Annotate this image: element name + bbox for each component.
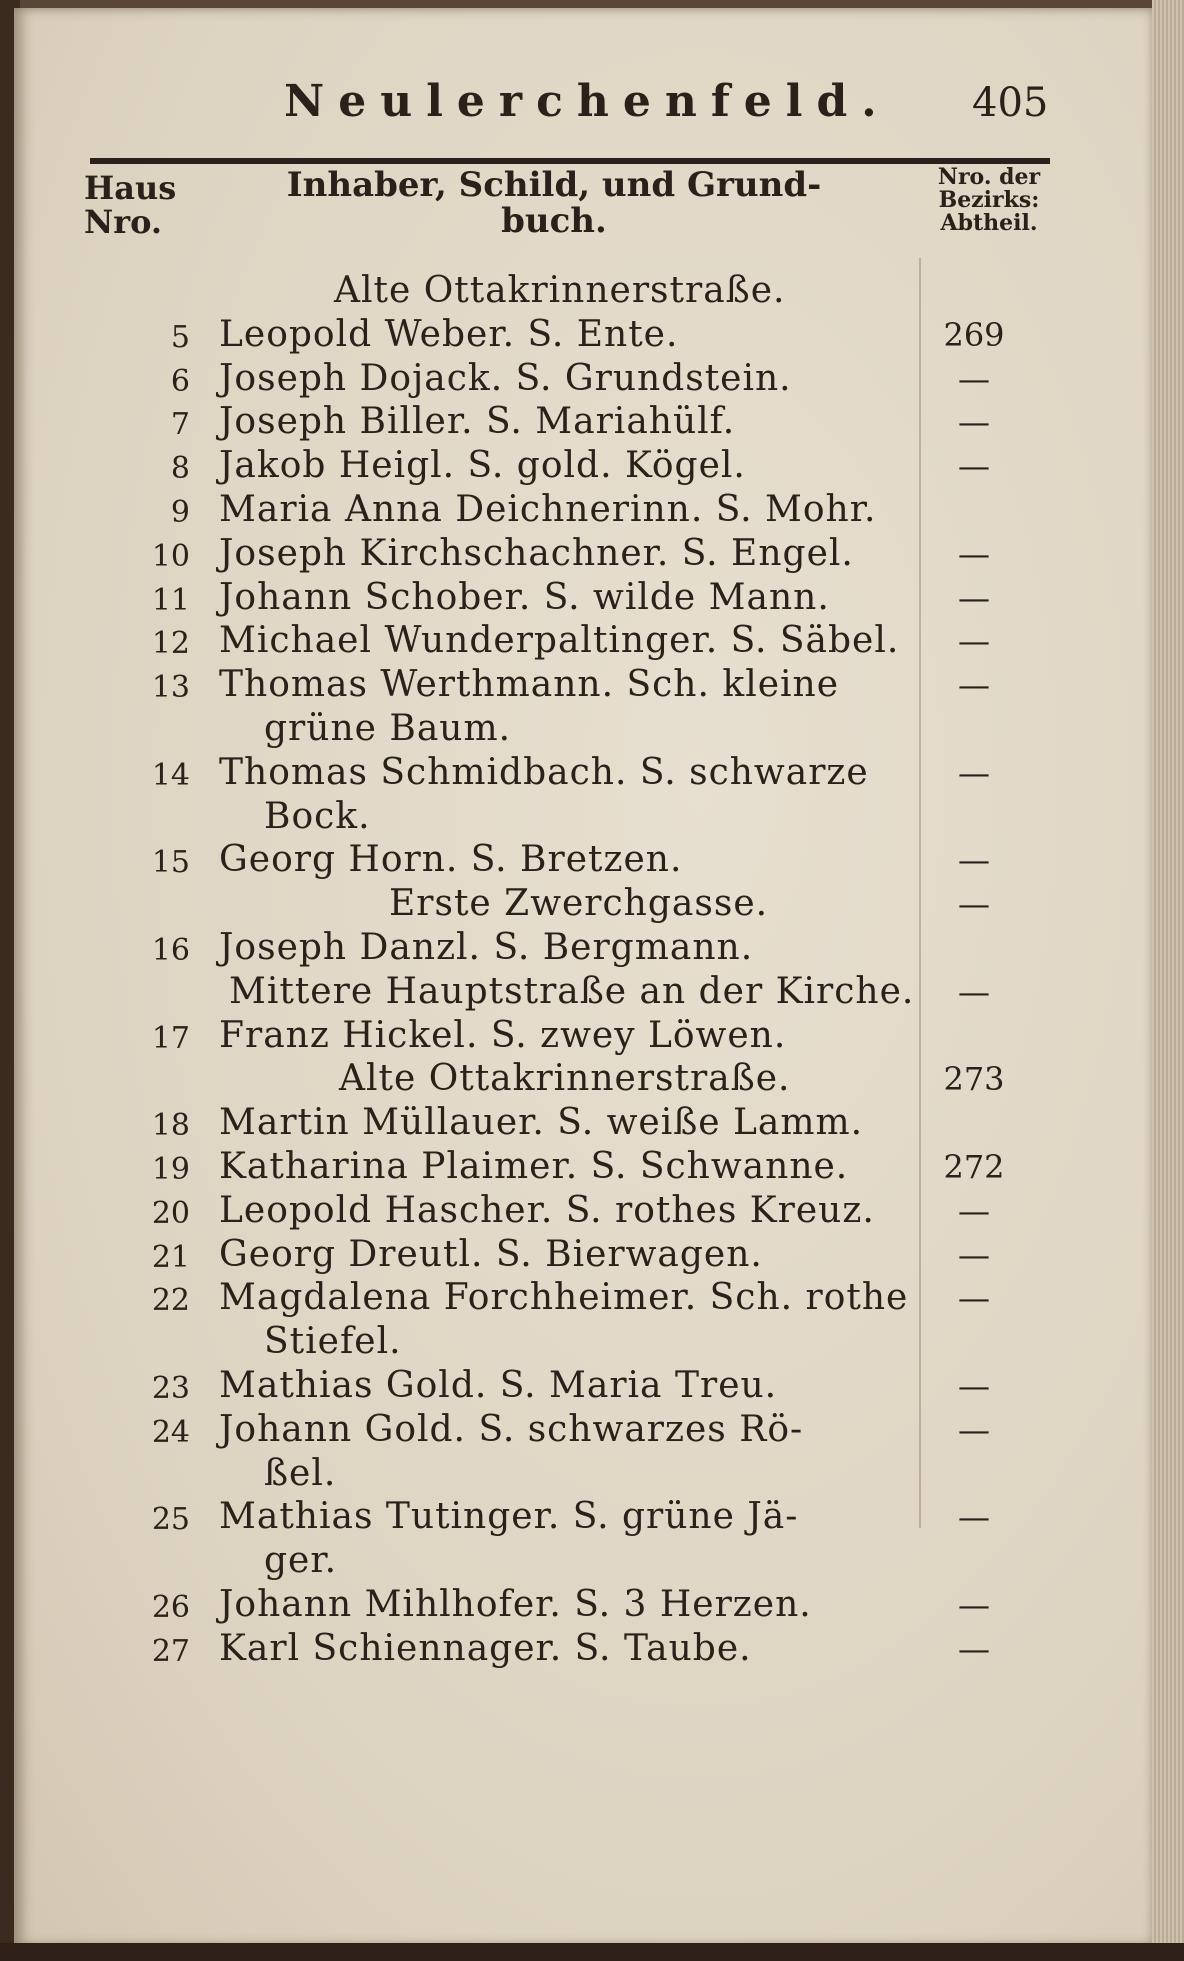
district-reference: 272: [943, 1148, 1005, 1186]
house-number: 15: [151, 845, 190, 880]
district-reference: —: [958, 579, 990, 617]
house-number: 18: [151, 1108, 190, 1143]
column-header-main: [264, 165, 844, 241]
continuation-row: [14, 708, 1154, 748]
header-rule: [90, 158, 1050, 164]
owner-sign-text: Maria Anna Deichnerinn. S. Mohr.: [219, 489, 877, 530]
register-row: [14, 358, 1154, 398]
district-reference: —: [958, 535, 990, 573]
owner-sign-text: Joseph Dojack. S. Grundstein.: [219, 358, 792, 399]
register-row: [14, 1409, 1154, 1449]
owner-sign-text: ßel.: [264, 1453, 337, 1494]
owner-sign-text: Franz Hickel. S. zwey Löwen.: [219, 1015, 787, 1056]
register-row: [14, 1496, 1154, 1536]
owner-sign-text: Thomas Werthmann. Sch. kleine: [219, 664, 840, 705]
owner-sign-text: Leopold Weber. S. Ente.: [219, 314, 679, 355]
house-number: 25: [151, 1502, 190, 1537]
column-header-main-line2: buch.: [501, 200, 607, 241]
owner-sign-text: Joseph Kirchschachner. S. Engel.: [219, 533, 854, 574]
column-header-nro: [914, 166, 1064, 235]
owner-sign-text: Katharina Plaimer. S. Schwanne.: [219, 1146, 849, 1187]
district-reference: —: [958, 841, 990, 879]
house-number: 19: [151, 1152, 190, 1187]
house-number: 12: [151, 626, 190, 661]
register-row: [14, 1628, 1154, 1668]
page-number: 405: [972, 80, 1049, 126]
district-reference: 269: [943, 316, 1005, 354]
owner-sign-text: Mathias Gold. S. Maria Treu.: [219, 1365, 778, 1406]
house-number: 9: [170, 495, 190, 530]
owner-sign-text: Leopold Hascher. S. rothes Kreuz.: [219, 1190, 875, 1231]
column-header-haus: [84, 169, 184, 241]
house-number: 11: [151, 583, 190, 618]
district-reference: —: [958, 1192, 990, 1230]
register-row: [14, 752, 1154, 792]
district-reference: —: [958, 666, 990, 704]
page-stack-edge: [1152, 0, 1184, 1961]
owner-sign-text: Mathias Tutinger. S. grüne Jä-: [219, 1496, 799, 1537]
street-heading: Alte Ottakrinnerstraße.: [339, 1058, 791, 1099]
continuation-row: [14, 1453, 1154, 1493]
house-number: 7: [170, 407, 190, 442]
district-reference: —: [958, 1411, 990, 1449]
owner-sign-text: Johann Gold. S. schwarzes Rö-: [219, 1409, 804, 1450]
district-reference: —: [958, 622, 990, 660]
owner-sign-text: Karl Schiennager. S. Taube.: [219, 1628, 752, 1669]
register-row: [14, 314, 1154, 354]
street-heading: Mittere Hauptstraße an der Kirche.: [229, 971, 915, 1012]
owner-sign-text: Stiefel.: [264, 1321, 402, 1362]
column-header-nro-line3: Abtheil.: [940, 210, 1038, 237]
register-row: [14, 1190, 1154, 1230]
district-reference: —: [958, 403, 990, 441]
register-row: [14, 489, 1154, 529]
register-row: [14, 1146, 1154, 1186]
register-row: [14, 1365, 1154, 1405]
section-heading-row: [14, 270, 1154, 310]
book-bottom-edge: [0, 1943, 1184, 1961]
column-header-nro-line1: Nro. der: [937, 164, 1041, 190]
continuation-row: [14, 1540, 1154, 1580]
owner-sign-text: Johann Mihlhofer. S. 3 Herzen.: [219, 1584, 812, 1625]
house-number: 14: [151, 758, 190, 793]
house-number: 24: [151, 1415, 190, 1450]
house-number: 13: [151, 670, 190, 705]
register-row: [14, 1015, 1154, 1055]
section-heading-row: [14, 1058, 1154, 1098]
register-row: [14, 401, 1154, 441]
house-number: 8: [170, 451, 190, 486]
house-number: 22: [151, 1283, 190, 1318]
owner-sign-text: Georg Dreutl. S. Bierwagen.: [219, 1234, 763, 1275]
register-row: [14, 533, 1154, 573]
continuation-row: [14, 796, 1154, 836]
district-reference: —: [958, 1586, 990, 1624]
owner-sign-text: Johann Schober. S. wilde Mann.: [219, 577, 830, 618]
owner-sign-text: Bock.: [264, 796, 371, 837]
house-number: 26: [151, 1590, 190, 1625]
district-reference: —: [958, 1279, 990, 1317]
owner-sign-text: grüne Baum.: [264, 708, 512, 749]
house-number: 27: [151, 1634, 190, 1669]
register-row: [14, 664, 1154, 704]
register-row: [14, 577, 1154, 617]
house-number: 10: [151, 539, 190, 574]
section-heading-row: [14, 971, 1154, 1011]
owner-sign-text: Thomas Schmidbach. S. schwarze: [219, 752, 869, 793]
house-number: 20: [151, 1196, 190, 1231]
owner-sign-text: Martin Müllauer. S. weiße Lamm.: [219, 1102, 864, 1143]
owner-sign-text: Joseph Biller. S. Mariahülf.: [219, 401, 736, 442]
district-reference: —: [958, 447, 990, 485]
street-heading: Erste Zwerchgasse.: [389, 883, 769, 924]
owner-sign-text: Georg Horn. S. Bretzen.: [219, 839, 683, 880]
running-head: Neulerchenfeld.: [284, 76, 891, 127]
column-header-main-line1: Inhaber, Schild, und Grund-: [286, 165, 822, 205]
register-row: [14, 839, 1154, 879]
district-reference: —: [958, 1367, 990, 1405]
register-row: [14, 1277, 1154, 1317]
district-reference: —: [958, 754, 990, 792]
district-reference: 273: [943, 1060, 1005, 1098]
district-reference: —: [958, 1498, 990, 1536]
house-number: 6: [170, 364, 190, 399]
register-row: [14, 620, 1154, 660]
house-number: 17: [151, 1021, 190, 1056]
column-header-nro-line2: Bezirks:: [938, 187, 1040, 214]
column-header-haus-line1: Haus: [84, 169, 177, 207]
register-row: [14, 1234, 1154, 1274]
register-row: [14, 1102, 1154, 1142]
district-reference: —: [958, 1236, 990, 1274]
section-heading-row: [14, 883, 1154, 923]
register-row: [14, 1584, 1154, 1624]
district-reference: —: [958, 885, 990, 923]
house-number: 21: [151, 1240, 190, 1275]
street-heading: Alte Ottakrinnerstraße.: [334, 270, 786, 311]
column-header-haus-line2: Nro.: [84, 202, 163, 241]
register-row: [14, 445, 1154, 485]
house-number: 23: [151, 1371, 190, 1406]
owner-sign-text: Jakob Heigl. S. gold. Kögel.: [219, 445, 746, 486]
house-number: 5: [170, 320, 190, 355]
owner-sign-text: Michael Wunderpaltinger. S. Säbel.: [219, 620, 900, 661]
district-reference: —: [958, 360, 990, 398]
owner-sign-text: Joseph Danzl. S. Bergmann.: [219, 927, 754, 968]
book-page: [14, 8, 1154, 1946]
district-reference: —: [958, 1630, 990, 1668]
register-row: [14, 927, 1154, 967]
continuation-row: [14, 1321, 1154, 1361]
house-number: 16: [151, 933, 190, 968]
owner-sign-text: ger.: [264, 1540, 338, 1581]
district-reference: —: [958, 973, 990, 1011]
owner-sign-text: Magdalena Forchheimer. Sch. rothe: [219, 1277, 909, 1318]
